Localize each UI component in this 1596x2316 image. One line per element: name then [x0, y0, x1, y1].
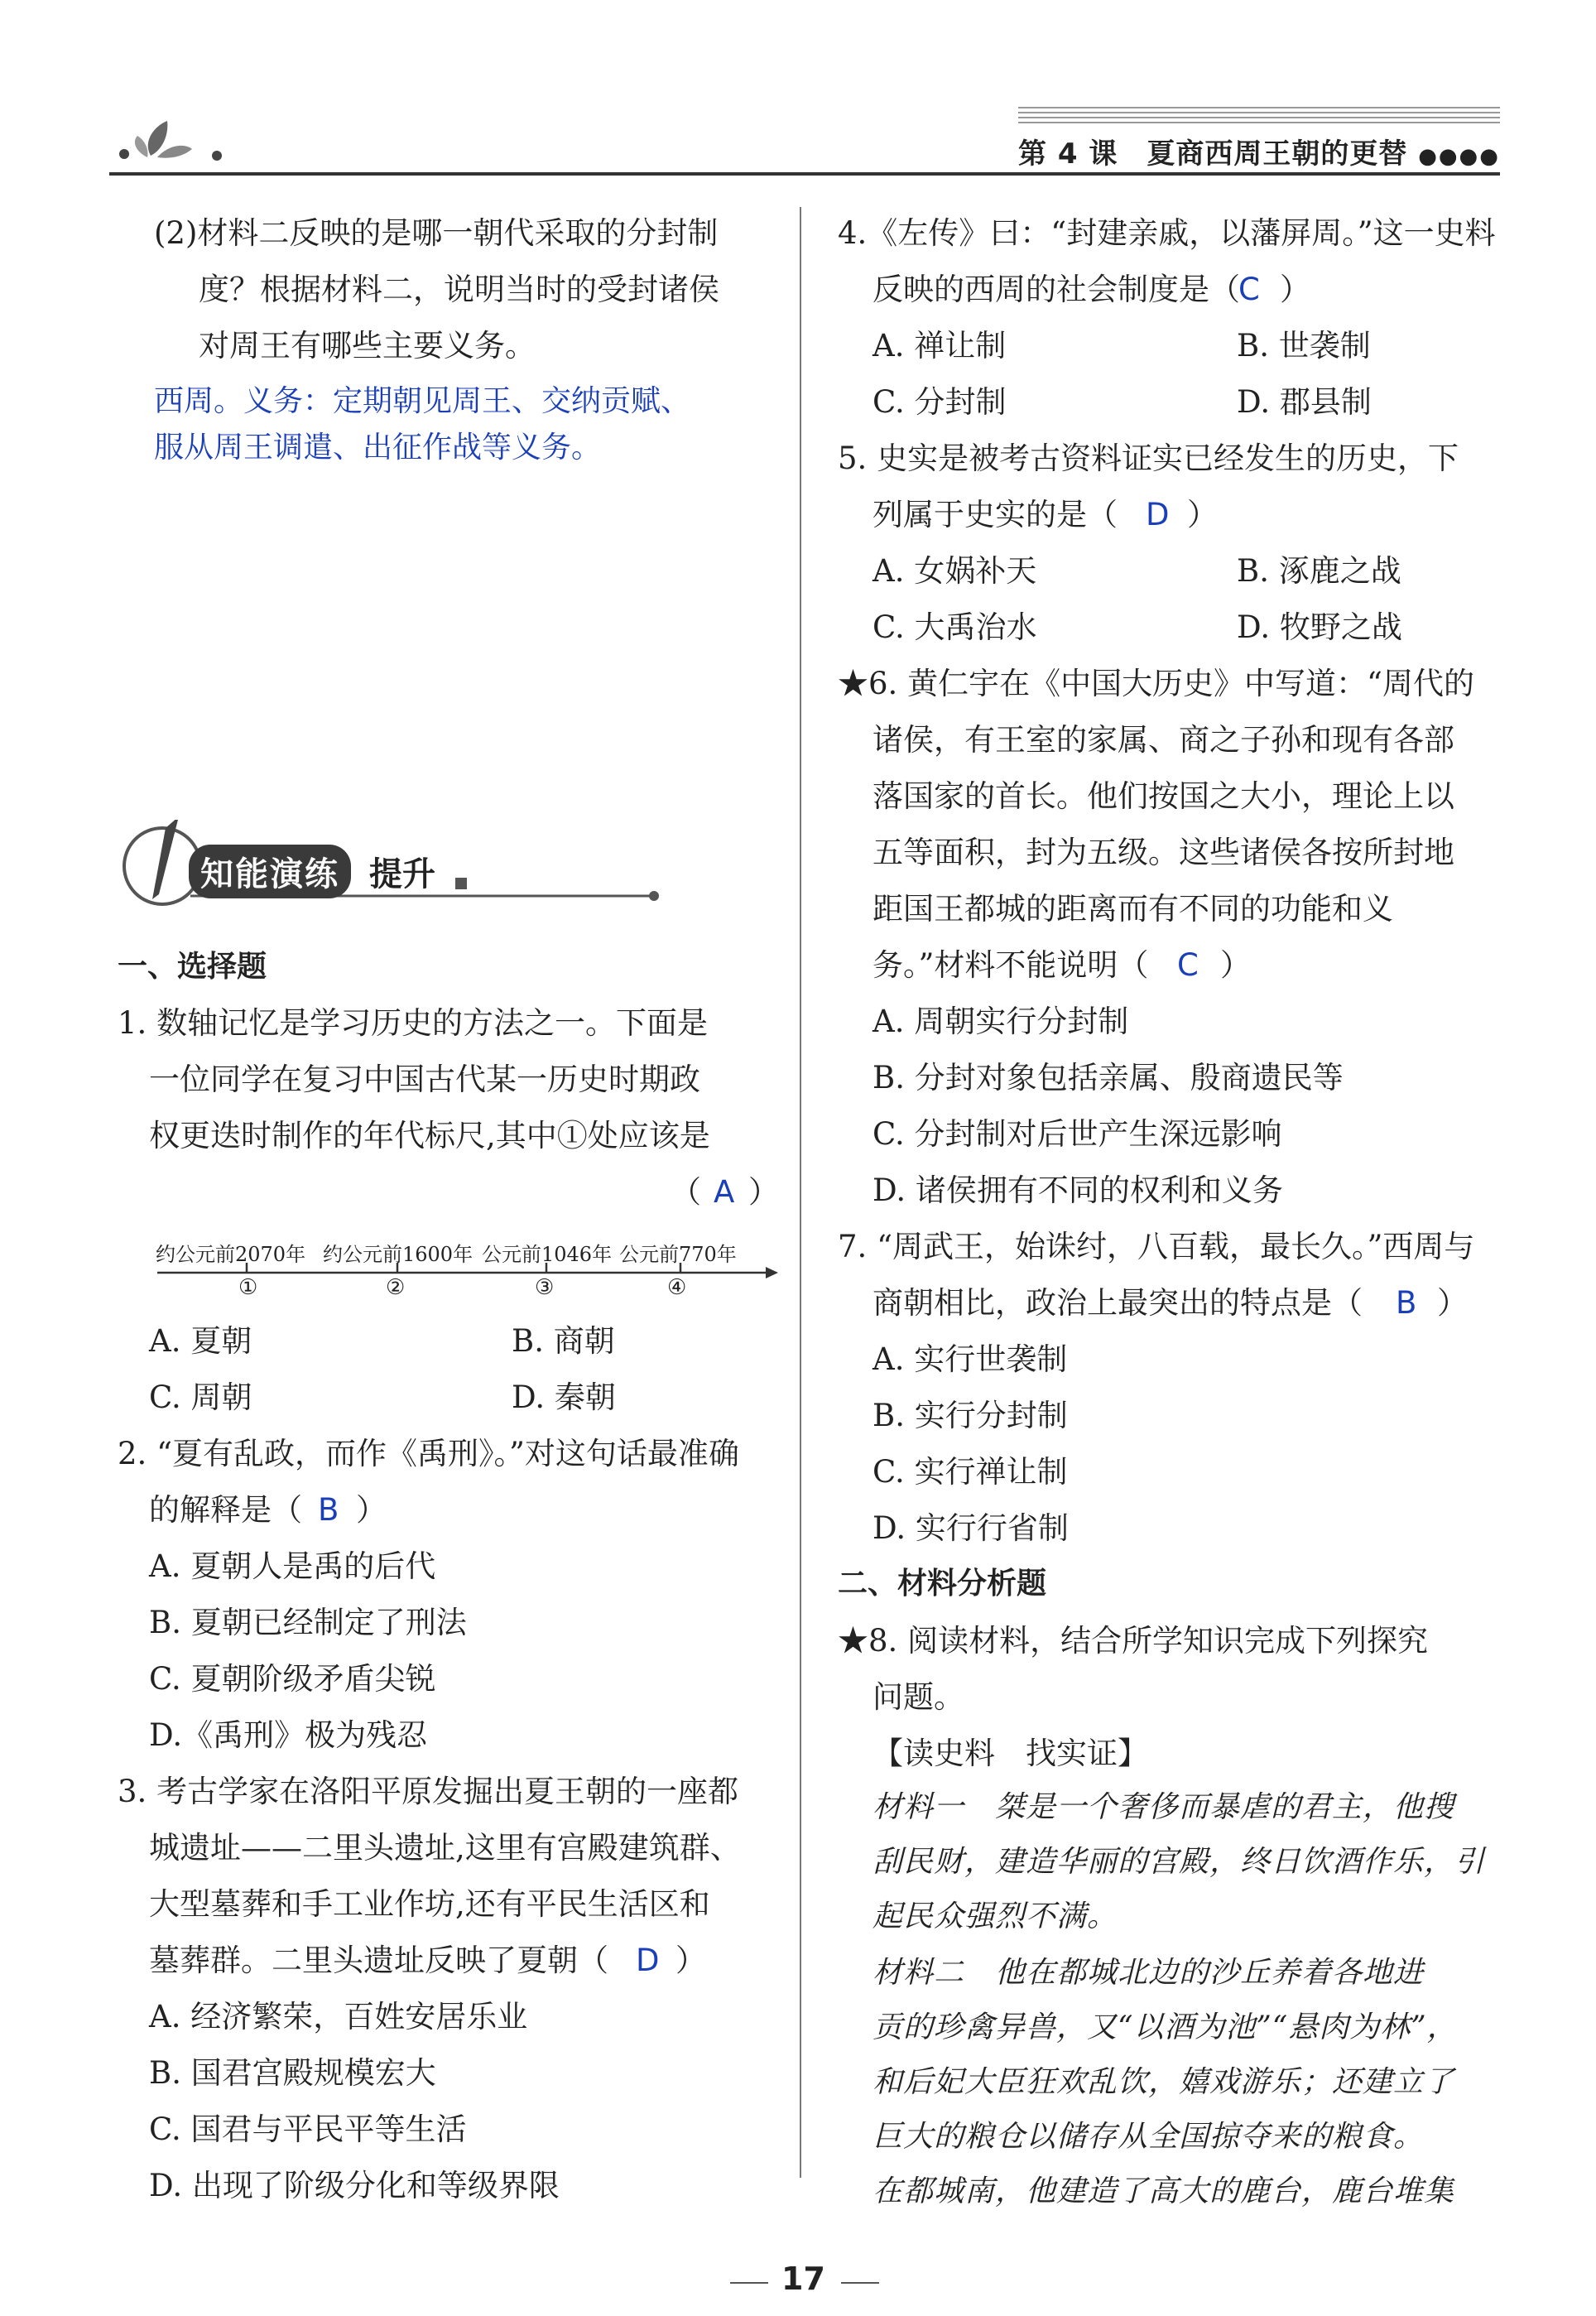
- q5-option-b: B. 涿鹿之战: [1237, 553, 1401, 589]
- material1-line-2: 刮民财，建造华丽的宫殿，终日饮酒作乐，引: [873, 1845, 1486, 1879]
- q8-line-1: ★8. 阅读材料，结合所学知识完成下列探究: [838, 1623, 1429, 1659]
- q2-option-a: A. 夏朝人是禹的后代: [149, 1548, 436, 1584]
- q4-option-c: C. 分封制: [873, 384, 1007, 420]
- q2-paren-close: ）: [356, 1492, 387, 1528]
- column-divider: [800, 207, 801, 2178]
- lesson-title: 第 4 课 夏商西周王朝的更替 ●●●●: [1018, 137, 1500, 171]
- timeline-mark-4: ④: [667, 1275, 687, 1300]
- header-stripes: [1018, 106, 1500, 126]
- q4-option-d: D. 郡县制: [1237, 384, 1372, 420]
- q6-option-c: C. 分封制对后世产生深远影响: [873, 1116, 1282, 1152]
- material2-line-2: 贡的珍禽异兽，又“以酒为池”“悬肉为林”，: [873, 2010, 1458, 2044]
- q6-paren-close: ）: [1220, 947, 1251, 983]
- q2-part2-line-3: 对周王有哪些主要义务。: [199, 328, 536, 364]
- q3-paren-close: ）: [675, 1943, 706, 1978]
- timeline-label-3: 公元前1046年: [482, 1243, 613, 1266]
- q2-line-1: 2. “夏有乱政，而作《禹刑》。”对这句话最准确: [118, 1436, 739, 1471]
- timeline-mark-3: ③: [535, 1275, 555, 1300]
- q1-paren-open: （: [671, 1174, 701, 1210]
- q6-answer: C: [1177, 947, 1199, 983]
- q3-line-3: 大型墓葬和手工业作坊,还有平民生活区和: [149, 1886, 710, 1922]
- q5-line-2: 列属于史实的是（: [873, 497, 1118, 532]
- q2-part2-answer-line-1: 西周。义务：定期朝见周王、交纳贡赋、: [154, 384, 691, 418]
- material1-line-1: 材料一 桀是一个奢侈而暴虐的君主，他搜: [873, 1790, 1455, 1824]
- q4-option-a: A. 禅让制: [873, 328, 1007, 364]
- section1-title: 一、选择题: [118, 950, 267, 984]
- q2-part2-line-1: (2)材料二反映的是哪一朝代采取的分封制: [154, 215, 719, 251]
- section-banner-subtitle: 提升: [369, 855, 435, 893]
- q3-option-c: C. 国君与平民平等生活: [149, 2111, 467, 2147]
- q3-line-1: 3. 考古学家在洛阳平原发掘出夏王朝的一座都: [118, 1774, 739, 1809]
- q5-option-c: C. 大禹治水: [873, 609, 1037, 645]
- section2-title: 二、材料分析题: [838, 1567, 1047, 1601]
- q6-line-1: ★6. 黄仁宇在《中国大历史》中写道：“周代的: [838, 666, 1474, 701]
- q6-line-3: 落国家的首长。他们按国之大小，理论上以: [873, 778, 1454, 814]
- timeline-label-1: 约公元前2070年: [156, 1243, 306, 1266]
- q7-line-1: 7. “周武王，始诛纣，八百载，最长久。”西周与: [838, 1229, 1475, 1264]
- q7-option-a: A. 实行世袭制: [873, 1341, 1068, 1377]
- material2-line-1: 材料二 他在都城北边的沙丘养着各地进: [873, 1956, 1425, 1990]
- q4-option-b: B. 世袭制: [1237, 328, 1371, 364]
- q1-option-d: D. 秦朝: [512, 1379, 616, 1415]
- q7-answer: B: [1396, 1285, 1417, 1321]
- q6-line-4: 五等面积，封为五级。这些诸侯各按所封地: [873, 835, 1454, 870]
- q7-option-b: B. 实行分封制: [873, 1398, 1068, 1433]
- q1-option-a: A. 夏朝: [149, 1323, 252, 1359]
- q4-paren-close: ）: [1280, 272, 1310, 307]
- q5-option-a: A. 女娲补天: [873, 553, 1037, 589]
- q2-option-d: D.《禹刑》极为残忍: [149, 1717, 428, 1753]
- material2-line-3: 和后妃大臣狂欢乱饮，嬉戏游乐；还建立了: [873, 2065, 1455, 2099]
- q6-option-a: A. 周朝实行分封制: [873, 1004, 1129, 1039]
- q2-line-2: 的解释是（: [149, 1492, 302, 1528]
- timeline-mark-1: ①: [238, 1275, 258, 1300]
- q4-answer: C: [1238, 272, 1260, 307]
- timeline-label-4: 公元前770年: [619, 1243, 737, 1266]
- q2-part2-line-2: 度？根据材料二，说明当时的受封诸侯: [199, 272, 719, 307]
- q2-option-c: C. 夏朝阶级矛盾尖锐: [149, 1661, 436, 1697]
- q6-line-5: 距国王都城的距离而有不同的功能和义: [873, 891, 1393, 927]
- material2-line-5: 在都城南，他建造了高大的鹿台，鹿台堆集: [873, 2174, 1455, 2208]
- q6-option-b: B. 分封对象包括亲属、殷商遗民等: [873, 1060, 1344, 1095]
- q5-paren-close: ）: [1187, 497, 1218, 532]
- q2-part2-answer-line-2: 服从周王调遣、出征作战等义务。: [154, 431, 602, 465]
- q7-paren-close: ）: [1437, 1285, 1468, 1321]
- q2-answer: B: [318, 1492, 339, 1528]
- section-banner-title: 知能演练: [189, 845, 351, 898]
- q4-line-2: 反映的西周的社会制度是（: [873, 272, 1240, 307]
- q1-paren-close: ）: [748, 1174, 779, 1210]
- q6-option-d: D. 诸侯拥有不同的权利和义务: [873, 1172, 1283, 1208]
- q1-option-b: B. 商朝: [512, 1323, 615, 1359]
- q3-option-b: B. 国君宫殿规模宏大: [149, 2055, 436, 2091]
- q3-option-a: A. 经济繁荣，百姓安居乐业: [149, 1999, 528, 2034]
- page-number-dash-left: [730, 2282, 768, 2284]
- q5-option-d: D. 牧野之战: [1237, 609, 1402, 645]
- q6-line-2: 诸侯，有王室的家属、商之子孙和现有各部: [873, 722, 1454, 758]
- q6-line-6: 务。”材料不能说明（: [873, 947, 1149, 983]
- q3-line-2: 城遗址——二里头遗址,这里有宫殿建筑群、: [149, 1830, 741, 1866]
- q2-option-b: B. 夏朝已经制定了刑法: [149, 1605, 467, 1640]
- q1-line-3: 权更迭时制作的年代标尺,其中①处应该是: [149, 1118, 710, 1153]
- timeline-mark-2: ②: [386, 1275, 406, 1300]
- header-rule: [109, 172, 1500, 176]
- q5-line-1: 5. 史实是被考古资料证实已经发生的历史，下: [838, 441, 1459, 476]
- q1-answer: A: [714, 1174, 735, 1210]
- q4-line-1: 4.《左传》曰：“封建亲戚，以藩屏周。”这一史料: [838, 215, 1496, 251]
- header-decoration-logo: [109, 116, 233, 166]
- q3-line-4: 墓葬群。二里头遗址反映了夏朝（: [149, 1943, 608, 1978]
- timeline-label-2: 约公元前1600年: [323, 1243, 474, 1266]
- q7-option-d: D. 实行行省制: [873, 1510, 1069, 1546]
- q1-line-1: 1. 数轴记忆是学习历史的方法之一。下面是: [118, 1005, 709, 1041]
- q5-answer: D: [1146, 497, 1170, 532]
- q7-option-c: C. 实行禅让制: [873, 1454, 1068, 1490]
- q1-option-c: C. 周朝: [149, 1379, 252, 1415]
- q7-line-2: 商朝相比，政治上最突出的特点是（: [873, 1285, 1363, 1321]
- q1-line-2: 一位同学在复习中国古代某一历史时期政: [149, 1062, 700, 1097]
- material1-line-3: 起民众强烈不满。: [873, 1900, 1118, 1933]
- q3-option-d: D. 出现了阶级分化和等级界限: [149, 2168, 560, 2203]
- page-number-dash-right: [841, 2282, 879, 2284]
- q8-subhead: 【读史料 找实证】: [873, 1736, 1148, 1771]
- q8-line-2: 问题。: [873, 1679, 964, 1715]
- page-number: 17: [781, 2261, 825, 2297]
- material2-line-4: 巨大的粮仓以储存从全国掠夺来的粮食。: [873, 2120, 1425, 2154]
- q3-answer: D: [636, 1943, 660, 1978]
